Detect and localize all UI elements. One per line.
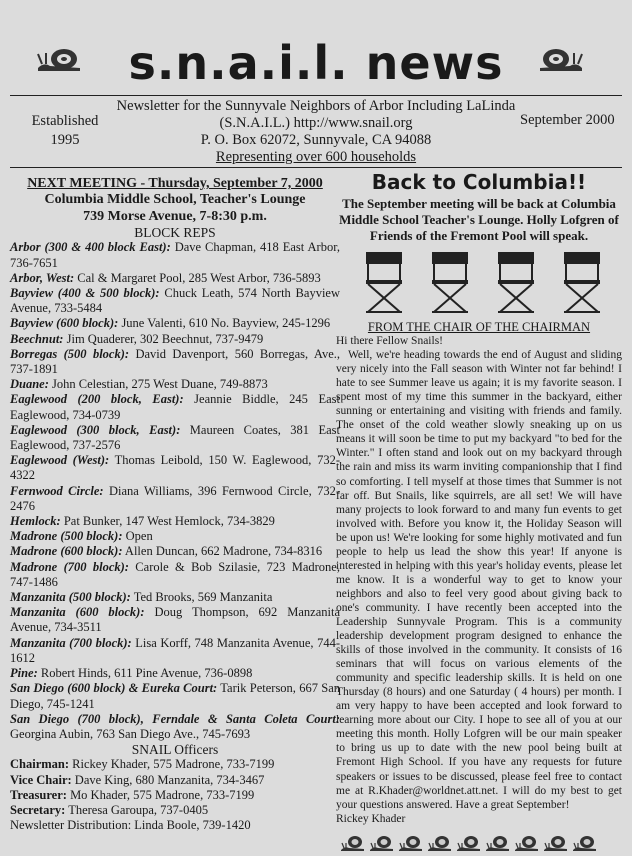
- officer-item: [10, 788, 340, 803]
- block-rep-area: Pine:: [10, 666, 38, 681]
- block-rep-area: Beechnut:: [10, 331, 64, 346]
- block-reps-heading: BLOCK REPS: [134, 225, 216, 241]
- block-rep-detail: Jeannie Biddle, 245 East Eaglewood, 734-0739: [10, 392, 340, 422]
- postal-address: P. O. Box 62072, Sunnyvale, CA 94088: [200, 132, 432, 148]
- directors-chair-icon: [562, 250, 602, 314]
- block-rep-item: [10, 681, 340, 711]
- block-rep-item: [10, 332, 340, 347]
- block-rep-area: Duane:: [10, 377, 49, 392]
- block-rep-item: [10, 484, 340, 514]
- officer-detail: Theresa Garoupa, 737-0405: [65, 802, 209, 817]
- block-rep-area: Borregas (500 block):: [10, 346, 130, 361]
- block-rep-area: San Diego (700 block), Ferndale & Santa Coleta Court:: [10, 711, 340, 726]
- officer-detail: Dave King, 680 Manzanita, 734-3467: [71, 772, 265, 787]
- block-rep-item: [10, 590, 340, 605]
- newsletter-for: Newsletter for the Sunnyvale Neighbors of Arbor Including LaLinda: [116, 98, 516, 114]
- block-rep-area: Bayview (400 & 500 block):: [10, 286, 160, 301]
- established-year: 1995: [50, 132, 80, 148]
- officers-list: [10, 757, 340, 833]
- header-rule-top: [10, 95, 622, 96]
- right-column: [336, 170, 622, 856]
- officer-item: [10, 803, 340, 818]
- block-rep-detail: Georgina Aubin, 763 San Diego Ave., 745-7693: [10, 726, 251, 741]
- snail-icon: [572, 834, 598, 852]
- newsletter-title: s.n.a.i.l. news: [128, 36, 504, 90]
- block-rep-area: Eaglewood (300 block, East):: [10, 422, 181, 437]
- meeting-address-time: 739 Morse Avenue, 7-8:30 p.m.: [83, 209, 267, 225]
- block-rep-area: Eaglewood (200 block, East):: [10, 392, 184, 407]
- block-rep-area: Arbor, West:: [10, 270, 75, 285]
- officer-role: Chairman:: [10, 757, 70, 772]
- block-rep-area: Bayview (600 block):: [10, 316, 119, 331]
- block-rep-area: Fernwood Circle:: [10, 483, 104, 498]
- block-rep-item: [10, 560, 340, 590]
- directors-chair-icon: [496, 250, 536, 314]
- block-rep-detail: Allen Duncan, 662 Madrone, 734-8316: [122, 544, 323, 559]
- acronym-url: (S.N.A.I.L.) http://www.snail.org: [219, 115, 413, 131]
- block-rep-item: [10, 544, 340, 559]
- block-rep-item: [10, 636, 340, 666]
- snail-icon: [398, 834, 424, 852]
- block-reps-list: [10, 240, 340, 742]
- block-rep-area: Arbor (300 & 400 block East):: [10, 240, 171, 255]
- block-rep-item: [10, 453, 340, 483]
- snail-icon: [485, 834, 511, 852]
- officer-detail: Newsletter Distribution: Linda Boole, 739-1420: [10, 818, 251, 833]
- block-rep-item: [10, 377, 340, 392]
- officer-role: Vice Chair:: [10, 772, 72, 787]
- back-to-columbia-text: The September meeting will be back at Columbia Middle School Teacher's Lounge. Holly Lofgren of Friends of the Fremont Pool will speak.: [339, 196, 619, 243]
- block-rep-item: [10, 240, 340, 270]
- issue-date: September 2000: [520, 112, 615, 128]
- snail-icon: [543, 834, 569, 852]
- block-rep-detail: Pat Bunker, 147 West Hemlock, 734-3829: [60, 514, 275, 529]
- letter-signature: Rickey Khader: [336, 812, 406, 825]
- block-rep-detail: Maureen Coates, 381 East Eaglewood, 737-2576: [10, 422, 340, 453]
- snail-icon: [369, 834, 395, 852]
- block-rep-detail: John Celestian, 275 West Duane, 749-8873: [48, 377, 268, 392]
- masthead: [0, 38, 632, 88]
- block-rep-item: [10, 605, 340, 635]
- snail-icon: [456, 834, 482, 852]
- directors-chair-icon: [430, 250, 470, 314]
- block-rep-area: Manzanita (700 block):: [10, 635, 132, 650]
- block-rep-detail: Dave Chapman, 418 East Arbor, 736-7651: [10, 240, 340, 270]
- block-rep-item: [10, 712, 340, 742]
- snail-border: [336, 832, 622, 856]
- block-rep-detail: Diana Williams, 396 Fernwood Circle, 732-2476: [10, 483, 341, 513]
- block-rep-item: [10, 514, 340, 529]
- block-rep-item: [10, 286, 340, 316]
- header-rule-bottom: [10, 167, 622, 168]
- snail-icon: [427, 834, 453, 852]
- block-rep-item: [10, 392, 340, 422]
- block-rep-area: Hemlock:: [10, 514, 61, 529]
- snail-logo-icon: [534, 46, 586, 72]
- block-rep-item: [10, 529, 340, 544]
- snail-icon: [514, 834, 540, 852]
- block-rep-area: Madrone (600 block):: [10, 544, 123, 559]
- officer-detail: Mo Khader, 575 Madrone, 733-7199: [66, 787, 255, 802]
- representing: Representing over 600 households: [215, 149, 417, 165]
- next-meeting-title: NEXT MEETING - Thursday, September 7, 2000: [27, 176, 323, 191]
- officer-item: [10, 773, 340, 788]
- block-rep-detail: Open: [122, 529, 153, 544]
- meeting-place: Columbia Middle School, Teacher's Lounge: [44, 192, 306, 208]
- block-rep-detail: Carole & Bob Szilasie, 723 Madrone, 747-1486: [10, 559, 340, 589]
- block-rep-detail: Robert Hinds, 611 Pine Avenue, 736-0898: [37, 666, 253, 681]
- block-rep-detail: Lisa Korff, 748 Manzanita Avenue, 744-1612: [10, 635, 341, 665]
- block-rep-detail: Chuck Leath, 574 North Bayview Avenue, 733-5484: [10, 286, 340, 316]
- block-rep-item: [10, 666, 340, 681]
- block-rep-detail: Thomas Leibold, 150 W. Eaglewood, 732-4322: [10, 453, 340, 483]
- block-rep-item: [10, 423, 340, 453]
- officer-role: Treasurer:: [10, 787, 67, 802]
- letter-body: Well, we're heading towards the end of August and sliding very nicely into the Fall season with Winter not far behind! I hate to see Summer leave us again; it is my favorite season. I spent most of my time this summer in the backyard, either sunning or entertaining and visiting with friends and family. The onset of the cold weather slowly sneaking up on us means it will soon be time to put my backyard "to bed for the Winter." I often stand and look out on my backyard through the rain and miss its warm inviting companionship that I find so comforting. I tell myself at those times that Summer is not far off. But Snails, like squirrels, are all set! We will have many projects to look forward to and many fun events to get involved with. Before you know it, the Holiday Season will be upon us! We're looking for some highly motivated and fun people to help us lead the show this year! If anyone is interested in helping with this year's holiday events, please let me know. It is a wonderful way to get to know your neighbors and also to feel very good about giving back to one's community. I have recently been accepted into the Leadership Sunnyvale Program. This is a community leadership development program designed to enhance the skills of those involved in the community. It consists of 16 seminars that will focus on various elements of the community and specific leadership skills. It is held on one Thursday (8 hours) and one Saturday ( 4 hours) per month. I am very happy to have been accepted and look forward to learning more about our City. I hope to see all of you at our meeting this month. Holly Lofgren will be our main speaker to bring us up to date with the new pool being built at Fremont High School. If you have any requests for future speakers or issues to be discussed, please feel free to contact me at R.Khader@worldnet.att.net. I will do my best to get your questions answered. Have a great September!: [336, 349, 622, 811]
- officers-heading: SNAIL Officers: [131, 742, 219, 758]
- letter-greeting: Hi there Fellow Snails!: [336, 335, 443, 348]
- chair-letter-heading: FROM THE CHAIR OF THE CHAIRMAN: [367, 320, 591, 334]
- block-rep-area: Eaglewood (West):: [10, 453, 110, 468]
- chairs-row: [336, 250, 622, 318]
- block-rep-item: [10, 316, 340, 331]
- block-rep-item: [10, 347, 340, 377]
- block-rep-detail: David Davenport, 560 Borregas, Ave., 737-1891: [10, 346, 340, 377]
- directors-chair-icon: [364, 250, 404, 314]
- officer-role: Secretary:: [10, 802, 66, 817]
- block-rep-area: Manzanita (600 block):: [10, 605, 145, 620]
- back-to-columbia-title: Back to Columbia!!: [371, 170, 587, 194]
- block-rep-area: San Diego (600 block) & Eureka Court:: [10, 681, 218, 696]
- block-rep-area: Madrone (700 block):: [10, 559, 129, 574]
- block-rep-detail: June Valenti, 610 No. Bayview, 245-1296: [118, 316, 331, 331]
- block-rep-detail: Ted Brooks, 569 Manzanita: [130, 590, 273, 605]
- established-label: Established: [31, 113, 99, 129]
- snail-icon: [340, 834, 366, 852]
- officer-detail: Rickey Khader, 575 Madrone, 733-7199: [69, 757, 275, 772]
- chair-letter: [336, 334, 622, 826]
- block-rep-item: [10, 271, 340, 286]
- officer-item: [10, 818, 340, 833]
- left-column: [10, 176, 340, 833]
- officer-item: [10, 757, 340, 772]
- block-rep-detail: Cal & Margaret Pool, 285 West Arbor, 736-5893: [74, 270, 321, 285]
- block-rep-area: Manzanita (500 block):: [10, 590, 131, 605]
- block-rep-area: Madrone (500 block):: [10, 529, 123, 544]
- block-rep-detail: Jim Quaderer, 302 Beechnut, 737-9479: [63, 331, 264, 346]
- block-rep-detail: Doug Thompson, 692 Manzanita Avenue, 734-3511: [10, 605, 341, 635]
- block-rep-detail: Tarik Peterson, 667 San Diego, 745-1241: [10, 681, 340, 711]
